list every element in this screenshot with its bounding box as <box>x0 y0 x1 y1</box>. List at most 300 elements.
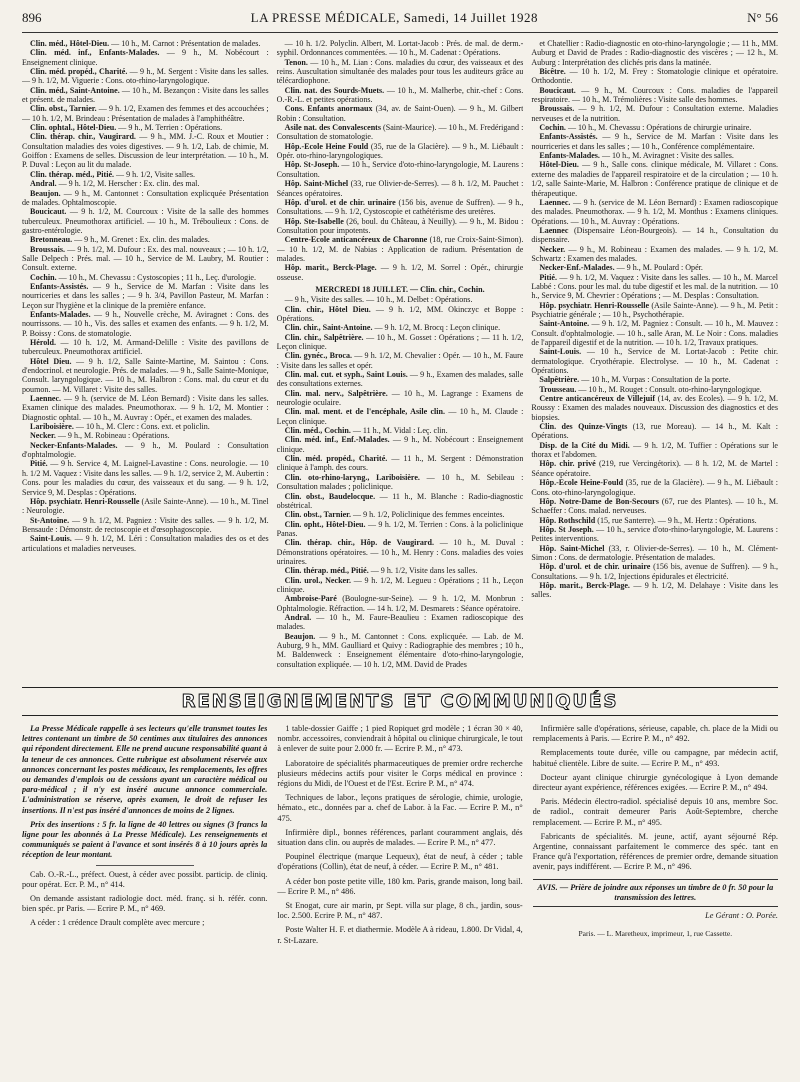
schedule-entry <box>531 497 778 516</box>
schedule-details: — 10 h., M. Vurpas : Consultation de la porte. <box>579 375 731 385</box>
clinic-name: Laennec. <box>30 394 62 404</box>
schedule-entry <box>531 301 778 320</box>
schedule-details: — 9 h., M. Courcoux : Cons. maladies de l'appareil respiratoire. — 10 h., M. Trémolières : Visite salle des hommes. <box>531 85 778 105</box>
schedule-details: (Saint-Maurice). — 10 h., M. Fredérigand : Consultation de stomatologie. <box>276 123 524 142</box>
newspaper-page <box>22 10 778 1072</box>
clinic-name: Clin. méd. propéd., Charité. <box>284 454 388 464</box>
notice-prices: Prix des insertions : 5 fr. la ligne de 40 lettres ou signes (3 francs la ligne pour les abonnés à La Presse Médicale). Les renseignements et communiqués se paient à l'avance et sont insérés 8 à 10 jours après la réception de leur montant. <box>22 819 268 860</box>
schedule-entry <box>22 189 269 208</box>
schedule-details: — 9 h. 1/2, Examen des femmes et des accouchées ; — 10 h. 1/2, M. Brindeau : Présentation de malades à l'amphithéâtre. <box>22 104 269 123</box>
schedule-entry <box>22 431 269 440</box>
schedule-entry <box>531 385 778 394</box>
clinic-name: Saint-Louis. <box>30 534 72 544</box>
clinic-name: Clin. méd. inf., Enfants-Malades. <box>30 48 160 58</box>
schedule-details: (156 bis, avenue de Suffren). — 9 h., Consultations. — 9 h. 1/2, Cystoscopie et cathétérisme des uretères. <box>276 197 524 217</box>
clinic-name: Clin. thérap. méd., Pitié. <box>284 566 369 576</box>
schedule-entry <box>277 86 524 105</box>
schedule-entry <box>277 435 524 454</box>
schedule-entry <box>22 179 269 188</box>
clinic-name: Hôp. psychiatr. Henri-Rousselle <box>30 496 140 506</box>
classified-ad: A céder bon poste petite ville, 180 km. Paris, grande maison, long bail. — Ecrire P. M., n° 486. <box>277 876 523 896</box>
schedule-entry <box>277 104 524 123</box>
schedule-entry <box>531 581 778 600</box>
schedule-entry <box>22 422 269 431</box>
schedule-entry <box>277 473 524 492</box>
schedule-details: — 9 h., M. Poulard : Opér. <box>614 263 703 273</box>
schedule-entry <box>277 566 524 575</box>
clinic-name: Clin. obst., Tarnier. <box>284 510 352 520</box>
classified-ad: Techniques de labor., leçons pratiques de sérologie, chimie, urologie, hémato., etc., données par a. chef de Labor. à la Fac. — Ecrire P. M., n° 475. <box>277 793 523 823</box>
schedule-details: — 9 h., MM. J.-C. Roux et Moutier : Consultation maladies des voies digestives. — 9 h. 1/2, Lab. de chimie, M. Goiffon : Examens de selles. Discussion de leur interprétation. — 10 h., M. P. Duval : Leçon au lit du malade. <box>22 132 269 170</box>
schedule-details: — 10 h., Service d'oto-rhino-laryngologie, M. Laurens : Consultation. <box>276 160 524 179</box>
schedule-entry <box>22 170 269 179</box>
schedule-details: — 9 h., M. Terrien : Opérations. <box>116 123 223 133</box>
schedule-entry <box>277 235 524 263</box>
schedule-entry <box>277 613 524 632</box>
clinic-name: Clin. ophtal., Hôtel-Dieu. <box>30 123 117 133</box>
schedule-entry <box>531 86 778 105</box>
schedule-entry <box>531 123 778 132</box>
schedule-details: (15, rue Santerre). — 9 h., M. Hertz : Opérations. <box>595 515 757 525</box>
clinic-name: Clin. méd. propéd., Charité. <box>30 67 128 77</box>
clinic-name: Boucicaut. <box>539 85 576 95</box>
clinic-name: Clin. thérap. chir., Vaugirard. <box>30 132 136 142</box>
schedule-entry <box>531 226 778 245</box>
clinic-name: Asile nat. des Convalescents <box>284 123 381 133</box>
clinic-name: Broussais. <box>539 104 575 114</box>
schedule-details: — 9 h. 1/2, M. Pagniez : Visite des salles. — 9 h. 1/2, M. Bensaude : Démonstr. de rectoscopie et d'œsophagoscopie. <box>22 515 269 534</box>
schedule-entry <box>22 394 269 422</box>
clinic-name: Hôp. St Joseph. <box>539 524 594 534</box>
schedule-details: — 9 h. (service de M. Léon Bernard) : Visite dans les salles. Examen clinique des malades. Pneumothorax. — 9 h. 1/2, M. Montier : Diagnostic ophtal. — 10 h., M. Auvray : Opér., et examen des malades. <box>22 394 269 422</box>
ads-list-1 <box>22 870 267 929</box>
clinic-name: Clin. des Quinze-Vingts <box>539 422 628 432</box>
schedule-details: — 9 h. 1/2, Policlinique des femmes enceintes. <box>351 510 505 520</box>
schedule-details: — 11 h., M. Sergent : Démonstration clinique à l'amph. des cours. <box>276 454 524 473</box>
schedule-entry <box>277 160 524 179</box>
schedule-details: — 10 h., M. Faure-Beaulieu : Examen radioscopique des malades. <box>276 612 524 632</box>
schedule-entry <box>531 375 778 384</box>
schedule-entry <box>277 426 524 435</box>
schedule-details: (Dispensaire Léon-Bourgeois). — 14 h., Consultation du dispensaire. <box>531 225 778 245</box>
clinic-name: Laennec. <box>539 197 571 207</box>
schedule-entry <box>277 179 524 198</box>
schedule-details: — 9 h. 1/2, M. Delahaye : Visite dans les salles. <box>531 580 778 600</box>
clinic-name: Hôp. d'urol. et de chir. urinaire <box>539 562 651 572</box>
schedule-entry <box>22 104 269 123</box>
clinic-name: Hôtel Dieu. <box>30 356 72 366</box>
clinic-name: Necker. <box>539 244 566 254</box>
schedule-entry <box>531 422 778 441</box>
clinic-name: Hôtel-Dieu. <box>539 160 579 170</box>
schedule-details: — 9 h., Visite des salles. — 10 h., M. Delbet : Opérations. <box>284 295 473 305</box>
clinic-name: Cochin. <box>539 123 566 133</box>
schedule-details: (33, r. Olivier-de-Serres). — 10 h., M. Clément-Simon : Cons. de dermatologie. Présentation de malades. <box>531 543 778 562</box>
classified-ad: St Enogat, cure air marin, pr Sept. villa sur plage, 8 ch., jardin, sous-loc. 2.500. Ecrire P. M., n° 487. <box>277 901 523 921</box>
clinic-name: Ambroise-Paré <box>284 594 337 604</box>
schedule-entry <box>22 459 269 496</box>
schedule-details: (26, boul. du Château, à Neuilly). — 9 h., M. Bidou : Consultation pour impotents. <box>276 216 524 235</box>
clinic-name: Saint-Louis. <box>539 347 582 357</box>
schedule-details: (67, rue des Plantes). — 10 h., M. Schaeffer : Cons. malad. nerveuses. <box>531 496 778 516</box>
clinic-name: St-Antoine. <box>30 515 70 525</box>
schedule-details: — 10 h., M. Aviragnet : Visite des salles. <box>599 151 734 161</box>
classifieds-column-1 <box>22 724 267 1082</box>
classified-ad: On demande assistant radiologie doct. méd. franç. si h. référ. conn. bien spéc. pr Paris. — Ecrire P. M., n° 469. <box>22 894 268 914</box>
issue-number: N° 56 <box>747 10 778 25</box>
schedule-entry <box>531 525 778 544</box>
clinic-name: Hôp. Saint-Michel <box>284 179 349 189</box>
schedule-details: — 9 h. 1/2, MM. Okinczyc et Boppe : Opérations. <box>276 304 524 323</box>
classified-ad: Paris. Médecin électro-radiol. spécialisé depuis 10 ans, membre Soc. de radiol., contrait demeurer Paris Août-Septembre, cherche remplacement. — Ecrire P. M., n° 495. <box>532 797 778 827</box>
ads-list-3 <box>533 724 778 873</box>
schedule-entry <box>277 576 524 595</box>
schedule-entry <box>22 48 269 67</box>
schedule-entry <box>22 516 269 535</box>
clinic-name: Hôp. marit., Berck-Plage. <box>284 263 377 273</box>
classified-ad: A céder : 1 crédence Drault complète avec mercure ; <box>30 918 205 928</box>
schedule-details: — 10 h., M. Carnot : Présentation de malades. <box>109 39 261 48</box>
schedule-details: — 9 h., M. Sergent : Visite dans les salles. — 9 h. 1/2, M. Viguerie : Cons. oto-rhino-laryngologique. <box>22 67 269 86</box>
schedule-details: — 10 h., service d'oto-rhino-laryngologie, M. Laurens : Petites interventions. <box>531 524 778 544</box>
schedule-details: et Chatellier : Radio-diagnostic en oto-rhino-laryngologie ; — 11 h., MM. Auburg et David de Prades : Radio-diagnostic des viscères ; — 12 h., M. Auburg : Interprétation des clichés pris dans la matinée. <box>531 39 778 67</box>
schedule-details: — 9 h. 1/2, M. Sorrel : Opér., chirurgie osseuse. <box>276 263 524 282</box>
schedule-details: (156 bis, avenue de Suffren). — 9 h., Consultations. — 9 h. 1/2, Injections épidurales et électricité. <box>531 562 778 581</box>
schedule-entry <box>277 263 524 282</box>
schedule-entry <box>531 273 778 301</box>
clinic-name: Hôp. Saint-Michel <box>539 543 605 553</box>
schedule-entry <box>277 370 524 389</box>
schedule-details: — 9 h. 1/2, M. Terrien : Cons. à la policlinique Panas. <box>276 519 524 538</box>
schedule-entry <box>22 310 269 338</box>
schedule-entry <box>531 347 778 375</box>
clinic-name: Clin. chir., Hôtel Dieu. <box>284 304 371 314</box>
clinic-name: Hôp. chir. privé <box>539 459 596 469</box>
clinic-name: Clin. oto-rhino-laryng., Lariboisière. <box>284 472 420 482</box>
clinic-name: Pitié. <box>539 272 557 282</box>
schedule-details: — 10 h., M. Bezançon : Visite dans les salles et présent. de malades. <box>22 85 269 105</box>
page-header <box>22 10 778 33</box>
clinic-name: Beaujon. <box>284 631 316 641</box>
clinic-name: Clin. chir., Salpêtrière. <box>284 332 364 342</box>
clinic-name: Clin. méd. inf., Enf.-Malades. <box>284 435 390 445</box>
schedule-details: (14, av. des Ecoles). — 9 h. 1/2, M. Roussy : Examen des malades nouveaux. Discussion des diagnostics et des biopsies. <box>531 394 778 422</box>
schedule-details: — 9 h., M. Robineau : Opérations. <box>55 431 170 441</box>
notice-intro: La Presse Médicale rappelle à ses lecteurs qu'elle transmet toutes les lettres contenant un timbre de 50 centimes aux titulaires des annonces qui répondent directement. Elle ne prend aucune responsabilité quant à la teneur de ces annonces. Cette rubrique est absolument réservée aux annonces concernant les postes médicaux, les remplacements, les offres ou demandes d'emplois ou de cessions ayant un caractère médical ou para-médical ; il n'y est inséré aucune annonce commerciale. L'administration se réserve, après examen, le droit de refuser les insertions. Il n'est pas inséré d'annonces de moins de 2 lignes. <box>22 724 268 815</box>
schedule-entry <box>531 67 778 86</box>
clinic-name: Clin. mal. cut. et syph., Saint Louis. <box>284 370 408 380</box>
schedule-entry <box>277 39 524 58</box>
schedule-entry <box>531 104 778 123</box>
classifieds-column-3 <box>533 724 778 1082</box>
schedule-entry <box>531 516 778 525</box>
section-banner <box>22 687 778 716</box>
printer-line: Paris. — L. Maretheux, imprimeur, 1, rue Cassette. <box>578 929 733 939</box>
schedule-entry <box>277 389 524 408</box>
clinic-name: Clin. urol., Necker. <box>284 575 351 585</box>
classified-ad: Docteur ayant clinique chirurgie gynécologique à Lyon demande directeur ayant expérience, références exigées. — Ecrire P. M., n° 494. <box>532 772 778 793</box>
schedule-entry <box>277 305 524 324</box>
gerant-line: Le Gérant : O. Porée. <box>705 911 778 921</box>
schedule-details: — 10 h., M. Gosset : Opérations ; — 11 h. 1/2, Leçon clinique. <box>276 332 524 351</box>
schedule-entry <box>22 39 269 48</box>
clinic-name: Disp. de la Cité du Midi. <box>539 440 630 450</box>
schedule-entry <box>531 160 778 197</box>
classified-ad: Infirmière dipl., bonnes références, parlant couramment anglais, dés situation dans clin. ou auprès de malades. — Ecrire P. M., n° 477. <box>277 827 523 848</box>
clinic-name: Andral. <box>30 179 57 189</box>
clinic-name: Clin. obst., Tarnier. <box>30 104 97 114</box>
classifieds-column-2 <box>277 724 522 1082</box>
clinic-name: Clin. thérap. chir., Hôp. de Vaugirard. <box>284 538 434 548</box>
schedule-details: — 9 h. (service de M. Léon Bernard) : Examen radioscopique des malades. Pneumothorax. — 9 h. 1/2, M. Monthus : Examens cliniques. Opérations. — 10 h., M. Auvray : Opérations. <box>531 197 778 226</box>
clinic-name: Centre anticancéreux de Villejuif <box>539 394 656 404</box>
clinic-name: Hôp. marit., Berck-Plage. <box>539 580 630 590</box>
clinic-name: Pitié. <box>30 459 48 469</box>
schedule-details: — 9 h., M. Poulard : Consultation d'ophtalmologie. <box>22 440 269 460</box>
schedule-details: — 10 h. 1/2, M. Armand-Delille : Visite des pavillons de tuberculeux. Pneumothorax artificiel. <box>22 338 269 357</box>
schedule-entry <box>277 492 524 511</box>
schedule-entry <box>277 520 524 539</box>
schedule-details: — 9 h., M. Nobécourt : Enseignement clinique. <box>276 435 524 454</box>
clinic-name: Necker-Enfants-Malades. <box>30 440 118 450</box>
clinic-name: Hôp. Notre-Dame de Bon-Secours <box>539 496 659 506</box>
clinic-name: Clin. opht., Hôtel-Dieu. <box>284 519 366 529</box>
clinic-schedule <box>22 39 778 681</box>
schedule-entry <box>531 544 778 563</box>
schedule-entry <box>277 58 524 86</box>
schedule-details: (Boulogne-sur-Seine). — 9 h. 1/2, M. Monbrun : Ophtalmologie. Réfraction. — 14 h. 1/2, M. Desmarets : Séance opératoire. <box>276 594 524 613</box>
schedule-entry <box>22 245 269 273</box>
schedule-entry <box>277 123 524 142</box>
ads-list-2 <box>277 724 522 946</box>
schedule-details: — 9 h. 1/2, Visite dans les salles. <box>368 566 478 576</box>
clinic-name: Hérold. <box>30 338 57 347</box>
schedule-entry <box>277 538 524 566</box>
schedule-details: — 9 h., M. Cantonnet : Cons. explicquée. — Lab. de M. Auburg, 9 h., MM. Gaulliard et Quivy : Radiographie des membres ; 10 h., M. Baldenweck : Enseignement élémentaire d'oto-rhino-laryngologie, consultation expliquée. — 10 h. 1/2, MM. David de Prades <box>276 631 524 669</box>
schedule-details: — 9 h., Examen des malades, salle des consultations externes. <box>276 370 524 389</box>
clinic-name: Laennec <box>539 225 569 235</box>
schedule-entry <box>531 478 778 497</box>
clinic-name: Beaujon. <box>30 188 61 198</box>
separator <box>96 865 194 866</box>
schedule-entry <box>277 142 524 161</box>
schedule-details: — 11 h., M. Blanche : Radio-diagnostic obstétrical. <box>276 491 524 510</box>
schedule-entry <box>22 207 269 235</box>
clinic-name: Enfants-Malades. <box>30 309 91 319</box>
clinic-name: Hôp. d'urol. et de chir. urinaire <box>284 197 396 207</box>
schedule-details: (34, av. de Saint-Ouen). — 9 h., M. Gilbert Robin : Consultation. <box>276 104 524 123</box>
schedule-entry <box>531 198 778 226</box>
schedule-details: — 9 h. 1/2, M. Pagniez : Consult. — 10 h., M. Mauvez : Consult. d'ophtalmologie. — 10 h., salle Aran, M. Le Noir : Cons. maladies de l'appareil digestif et de la nutrition. — 10 h. 1/2, Travaux pratiques. <box>531 319 778 347</box>
schedule-details: (35, rue de la Glacière). — 9 h., M. Liébault : Opér. oto-rhino-laryngologiques. <box>276 141 524 161</box>
schedule-entry <box>22 235 269 244</box>
schedule-entry <box>22 357 269 394</box>
schedule-details: — 9 h., Service de M. Marfan : Visite dans les nourriceries et dans les salles ; — 10 h., Conférence complémentaire. <box>531 132 778 151</box>
clinic-name: Saint-Antoine. <box>539 319 590 329</box>
schedule-details: — 9 h. 1/2, M. Léri : Consultation maladies des os et des articulations et maladies nerveuses. <box>22 534 269 553</box>
clinic-name: Clin. thérap. méd., Pitié. <box>30 169 115 179</box>
schedule-entry <box>531 562 778 581</box>
schedule-entry <box>277 454 524 473</box>
clinic-name: Clin. méd., Saint-Antoine. <box>30 85 120 95</box>
schedule-entry <box>531 459 778 478</box>
classified-ad: Infirmière salle d'opérations, sérieuse, capable, ch. place de la Midi ou remplacements à Paris. — Ecrire P. M., n° 492. <box>532 724 778 744</box>
schedule-column-1 <box>22 39 269 681</box>
clinic-name: Cochin. <box>30 272 57 282</box>
schedule-details: — 9 h., Service de M. Marfan : Visite dans les nourriceries et dans les salles ; — 9 h. 3/4, Pavillon Pasteur, M. Marfan : Leçon sur l'hygiène et la clinique de la première enfance. <box>22 281 269 310</box>
classifieds <box>22 724 778 1082</box>
schedule-entry <box>277 632 524 669</box>
schedule-details: — 10 h., M. Rouget : Consult. oto-rhino-laryngologique. <box>576 384 762 394</box>
clinic-name: Hôp. Ste-Isabelle <box>284 216 344 226</box>
schedule-entry <box>277 594 524 613</box>
schedule-details: — 9 h. 1/2, M. Courcoux : Visite de la salle des hommes tuberculeux. Pneumothorax artificiel. — 10 h., M. Tréboulieux : Cons. de gastro-entérologie. <box>22 207 269 235</box>
schedule-details: — 9 h., M. Grenet : Ex. clin. des malades. <box>72 235 210 245</box>
clinic-name: Clin. méd., Cochin. <box>284 426 351 436</box>
classified-ad: Remplacements toute durée, ville ou campagne, par médecin actif, habitué clientèle. Libre de suite. — Ecrire P. M., n° 493. <box>532 748 778 768</box>
clinic-name: Broussais. <box>30 244 65 254</box>
avis-notice: AVIS. — Prière de joindre aux réponses un timbre de 0 fr. 50 pour la transmission des lettres. <box>533 879 778 907</box>
schedule-entry <box>277 510 524 519</box>
clinic-name: Andral. <box>284 612 312 622</box>
clinic-name: Clin. obst., Baudelocque. <box>284 491 376 501</box>
clinic-name: Enfants-Assistés. <box>30 281 89 291</box>
clinic-name: Clin. gynéc., Broca. <box>284 351 353 361</box>
clinic-name: Clin. méd., Hôtel-Dieu. <box>30 39 110 48</box>
schedule-entry <box>22 86 269 105</box>
schedule-details: — 9 h., M. Nobécourt : Enseignement clinique. <box>22 48 269 67</box>
clinic-name: Bicêtre. <box>539 67 566 77</box>
clinic-name: Clin. mal. ment. et de l'encéphale, Asile clin. <box>284 407 446 417</box>
clinic-name: Clin. chir., Saint-Antoine. <box>284 323 373 333</box>
schedule-details: — 10 h. 1/2. Polyclin. Albert, M. Lortat-Jacob : Prés. de mal. de derm.-syphil. Ordonnances commentées. — 10 h., M. Cadenat : Opérations. <box>276 39 524 58</box>
clinic-name: Cons. Enfants anormaux <box>284 104 373 114</box>
schedule-details: — 9 h. 1/2, M. Brocq : Leçon clinique. <box>372 323 501 333</box>
schedule-entry <box>531 151 778 160</box>
schedule-details: — 9 h., M. Cantonnet : Consultation explicquée Présentation de malades. Ophtalmoscopie. <box>22 188 269 207</box>
clinic-name: Clin. mal. nerv., Salpêtrière. <box>284 388 388 398</box>
schedule-details: — 9 h. 1/2, Salle Sainte-Martine, M. Saintou : Cons. d'endocrinol. et neurologie. Prés. de malades. — 9 h., Salle Sainte-Monique, Consult. laryngologique. — 10 h., M. Halbron : Cons. mal. du cœur et du poumon. — M. Villaret : Visite des salles. <box>22 356 269 394</box>
clinic-name: Trousseau. <box>539 384 577 394</box>
clinic-name: Hôp.-Ecole Heine Fould <box>284 141 369 151</box>
schedule-details: (33, rue Olivier-de-Serres). — 8 h. 1/2, M. Pauchet : Séances opératoires. <box>276 179 524 198</box>
clinic-name: Boucicaut. <box>30 207 67 217</box>
clinic-name: Clin. nat. des Sourds-Muets. <box>284 85 385 95</box>
schedule-details: (219, rue Vercingétorix). — 8 h. 1/2, M. de Martel : Séance opératoire. <box>531 459 778 478</box>
clinic-name: Necker. <box>30 431 56 441</box>
schedule-entry <box>277 333 524 352</box>
schedule-details: — 10 h., M. Duval : Démonstrations opératoires. — 10 h., M. Henry : Cons. maladies des voies urinaires. <box>276 538 524 566</box>
schedule-details: — 10 h., M. Clerc : Cons. ext. et policlin. <box>73 422 210 432</box>
schedule-details: — 11 h., M. Vidal : Leç. clin. <box>350 426 448 436</box>
schedule-details: — 9 h., Salle cons. clinique médicale, M. Villaret : Cons. externe des maladies de l'appareil respiratoire et de la circulation ; — 10 h. 1/2, salle Sainte-Marie, M. Halbron : Conférence pratique de clinique et de thérapeutique. <box>531 160 778 198</box>
schedule-entry <box>277 295 524 304</box>
schedule-entry <box>22 534 269 553</box>
clinic-name: Enfants-Malades. <box>539 151 600 161</box>
schedule-details: — 9 h. 1/2, Visite salles. <box>114 169 195 179</box>
schedule-details: — 9 h. Service 4, M. Laignel-Lavastine : Cons. neurologie. — 10 h. 1/2 M. Vaquez : Visite dans les salles. — 9 h. 1/2, service 2, M. Aubertin : Cons. pour les maladies du cœur, des vaisseaux et du sang. — 9 h. 1/2, Service 9, M. Desplas : Opérations. <box>22 459 269 497</box>
classified-ad: Cab. O.-R.-L., préfect. Ouest, à céder avec possibt. particip. de cliniq. pour opérat. Ecr. P. M., n° 414. <box>22 869 268 889</box>
classified-ad: Laboratoire de spécialités pharmaceutiques de premier ordre recherche plusieurs médecins actifs pour visiter le Corps médical en province : régions du Midi, de l'Ouest et de l'Est. Ecrire P. M., n° 474. <box>277 758 523 789</box>
schedule-entry <box>531 263 778 272</box>
schedule-details: (35, rue de la Glacière). — 9 h., M. Liébault : Cons. oto-rhino-laryngologique. <box>531 478 778 497</box>
schedule-entry <box>22 123 269 132</box>
clinic-name: Hôp. psychiatr. Henri-Rousselle <box>539 300 650 310</box>
schedule-details: — 10 h. 1/2, M. Frey : Stomatologie clinique et opératoire. Orthodontie. <box>531 67 778 86</box>
clinic-name: Hôp. Rothschild <box>539 515 596 525</box>
schedule-details: — 9 h. 1/2, M. Chevalier : Opér. — 10 h., M. Faure : Visite dans les salles et opér. <box>276 351 524 370</box>
schedule-details: (18, rue Croix-Saint-Simon). — 10 h. 1/2, M. de Nabias : Application de radium. Présentation de malades. <box>276 235 524 263</box>
schedule-details: (13, rue Moreau). — 14 h., M. Kalt : Opérations. <box>531 422 778 441</box>
clinic-name: Lariboisière. <box>30 422 74 432</box>
schedule-entry <box>22 132 269 169</box>
schedule-details: — 9 h. 1/2, M. Legueu : Opérations ; 11 h., Leçon clinique. <box>276 575 524 594</box>
schedule-entry <box>22 282 269 310</box>
clinic-name: Salpêtrière. <box>539 375 580 385</box>
clinic-name: Tenon. <box>284 57 308 67</box>
schedule-details: — 10 h., M. Chevassu : Opérations de chirurgie urinaire. <box>565 123 752 133</box>
schedule-entry <box>531 39 778 67</box>
schedule-entry <box>22 497 269 516</box>
schedule-entry <box>531 132 778 151</box>
schedule-details: — 10 h., M. Lagrange : Examens de neurologie oculaire. <box>276 388 524 408</box>
classified-ad: Poste Walter H. F. et diathermie. Modèle A à rideau, 1.800. Dr Vidal, 4, r. St-Lazare. <box>277 925 523 945</box>
schedule-column-2 <box>277 39 524 681</box>
section-title: RENSEIGNEMENTS ET COMMUNIQUÉS <box>181 691 619 712</box>
schedule-details: — 10 h., M. Chevassu : Cystoscopies ; 11 h., Leç. d'urologie. <box>56 272 257 282</box>
schedule-details: — 9 h. 1/2, M. Dufour : Ex. des mal. nouveaux ; — 10 h. 1/2, Salle Delpech : Prés. mal. — 10 h., Service de M. Laubry, M. Routier : Consult. externe. <box>22 244 269 273</box>
schedule-details: — 10 h., M. Sebileau : Consultation malades ; policlinique. <box>276 472 524 492</box>
schedule-details: — 10 h., M. Malherbe, chir.-chef : Cons. O.-R.-L. et petites opérations. <box>276 85 524 105</box>
classified-ad: Fabricants de spécialités. M. jeune, actif, ayant séjourné Rép. Argentine, connaissant parfaitement le commerce des spéc. tant en France qu'à l'exportation, références de premier ordre, demande situation avenir, pays indifférent. — Ecrire P. M., n° 496. <box>532 831 778 872</box>
page-number: 896 <box>22 10 42 25</box>
schedule-details: (Asile Sainte-Anne). — 10 h., M. Tinel : Neurologie. <box>22 496 269 516</box>
classified-ad: 1 table-dossier Gaiffe ; 1 pied Ropiquet grd modèle ; 1 écran 30 × 40, nombr. accessoires, conviendrait à hôpital ou clinique chirurgicale, le tout à enlever de suite pour 2.000 fr. — Ecrire P. M., n° 473. <box>277 724 523 754</box>
schedule-details: (Asile Sainte-Anne). — 9 h., M. Petit : Psychiatrie générale ; — 10 h., Psychothérapie. <box>531 300 778 319</box>
schedule-entry <box>277 351 524 370</box>
schedule-details: — 9 h. 1/2, M. Herscher : Ex. clin. des mal. <box>56 179 200 189</box>
schedule-entry <box>22 273 269 282</box>
journal-title: LA PRESSE MÉDICALE, Samedi, 14 Juillet 1928 <box>250 10 538 25</box>
schedule-entry <box>22 338 269 357</box>
schedule-details: — 9 h. 1/2, M. Vaquez : Visite dans les salles. — 10 h., M. Marcel Labbé : Cons. pour les mal. du tube digestif et les mal. de la nutrition. — 10 h., Service 9, M. Chevrier : Opérations ; — M. Desplas : Consultation. <box>531 272 778 301</box>
schedule-details: — 9 h., Nouvelle crèche, M. Aviragnet : Cons. des nourrissons. — 10 h., Vis. des salles et examen des enfants. — 9 h. 1/2, M. P. Boissy : Cons. de stomatologie. <box>22 309 269 338</box>
schedule-details: — 10 h., Service de M. Lortat-Jacob : Petite chir. dermatologique. Cryothérapie. Electrolyse. — 10 h., M. Cadenat : Opérations. <box>531 347 778 376</box>
schedule-details: — 9 h., M. Robineau : Examen des malades. — 9 h. 1/2, M. Schwartz : Examen des malades. <box>531 244 778 263</box>
schedule-entry <box>531 441 778 460</box>
schedule-details: — 9 h. 1/2, M. Dufour : Consultation externe. Maladies nerveuses et de la nutrition. <box>531 104 778 123</box>
clinic-name: Enfants-Assistés. <box>539 132 598 142</box>
clinic-name: Hôp.-Ecole Heine-Fould <box>539 478 624 488</box>
schedule-entry <box>22 441 269 460</box>
classified-ad: Poupinel électrique (marque Lequeux), état de neuf, à céder ; table d'opérations (Collin), état de neuf, à céder. — Ecrire P. M., n° 481. <box>277 852 523 872</box>
schedule-details: — 10 h., M. Claude : Leçon clinique. <box>276 407 524 426</box>
schedule-entry <box>531 245 778 264</box>
clinic-name: Centre-Ecole anticancéreux de Charonne <box>284 235 428 245</box>
clinic-name: Bretonneau. <box>30 235 73 245</box>
schedule-entry <box>22 67 269 86</box>
schedule-entry <box>277 217 524 236</box>
schedule-entry <box>277 198 524 217</box>
schedule-details: — 10 h., M. Lian : Cons. maladies du cœur, des vaisseaux et des reins. Auscultation simultanée des malades pour tous les auditeurs grâce au télécardiophone. <box>276 57 524 86</box>
clinic-name: Necker-Enf.-Malades. <box>539 263 615 273</box>
schedule-entry <box>531 319 778 347</box>
day-heading: MERCREDI 18 JUILLET. — Clin. chir., Cochin. <box>315 284 485 294</box>
schedule-details: — 9 h. 1/2, M. Tuffier : Opérations sur le thorax et l'abdomen. <box>531 440 778 460</box>
schedule-column-3 <box>531 39 778 681</box>
schedule-entry <box>531 394 778 422</box>
schedule-entry <box>277 323 524 332</box>
